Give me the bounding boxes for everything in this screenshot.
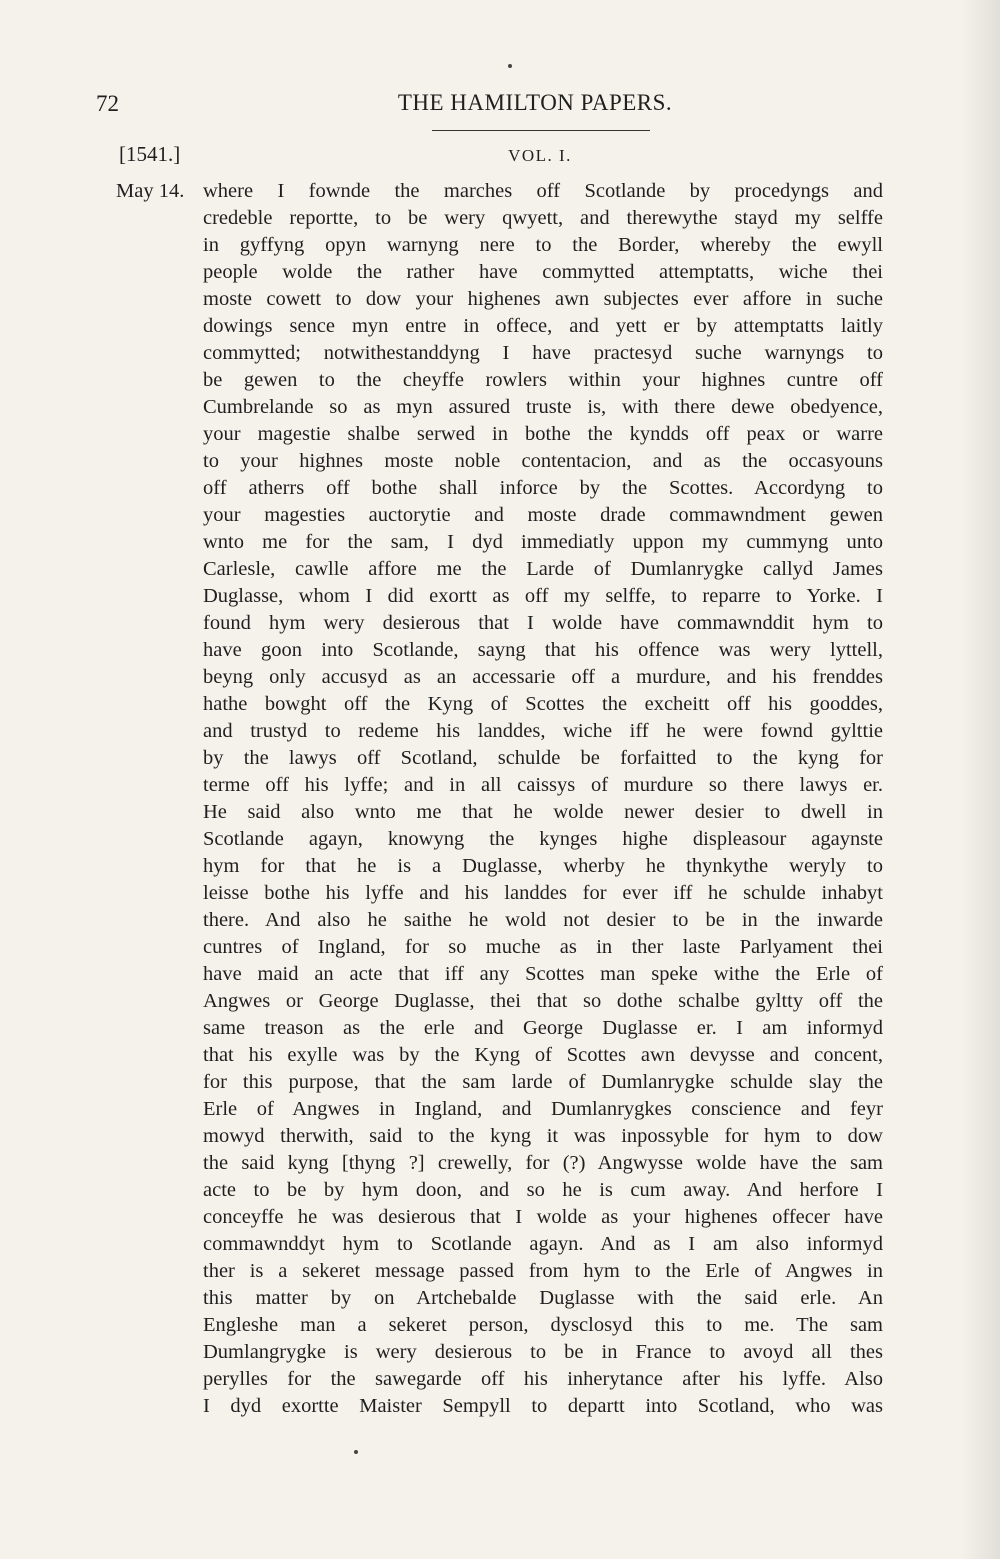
speck-mark [354, 1450, 358, 1454]
text-line: hym for that he is a Duglasse, wherby he thynkythe weryly to [203, 855, 883, 877]
text-line: leisse bothe his lyffe and his landdes for ever iff he schulde inhabyt [203, 882, 883, 904]
text-line: Scotlande agayn, knowyng the kynges highe displeasour agaynste [203, 828, 883, 850]
speck-mark [508, 64, 512, 68]
text-line: Engleshe man a sekeret person, dysclosyd this to me. The sam [203, 1314, 883, 1336]
text-line: ther is a sekeret message passed from hym to the Erle of Angwes in [203, 1260, 883, 1282]
text-line: your magesties auctorytie and moste drade commawndment gewen [203, 504, 883, 526]
text-line: the said kyng [thyng ?] crewelly, for (?) Angwysse wolde have the sam [203, 1152, 883, 1174]
text-line: cuntres of Ingland, for so muche as in ther laste Parlyament thei [203, 936, 883, 958]
text-line: there. And also he saithe he wold not desier to be in the inwarde [203, 909, 883, 931]
text-line: dowings sence myn entre in offece, and yett er by attemptatts laitly [203, 315, 883, 337]
text-line: credeble reportte, to be wery qwyett, and therewythe stayd my selffe [203, 207, 883, 229]
text-line: Duglasse, whom I did exortt as off my selffe, to reparre to Yorke. I [203, 585, 883, 607]
text-line: have goon into Scotlande, sayng that his offence was wery lyttell, [203, 639, 883, 661]
text-line: that his exylle was by the Kyng of Scottes awn devysse and concent, [203, 1044, 883, 1066]
text-line: Cumbrelande so as myn assured truste is, with there dewe obedyence, [203, 396, 883, 418]
text-line: wnto me for the sam, I dyd immediatly uppon my cummyng unto [203, 531, 883, 553]
text-line: where I fownde the marches off Scotlande by procedyngs and [203, 180, 883, 202]
header-rule [432, 130, 650, 131]
gutter-shadow [960, 0, 1000, 1559]
text-line: by the lawys off Scotland, schulde be forfaitted to the kyng for [203, 747, 883, 769]
text-line: same treason as the erle and George Duglasse er. I am informyd [203, 1017, 883, 1039]
text-line: your magestie shalbe serwed in bothe the kyndds off peax or warre [203, 423, 883, 445]
text-line: perylles for the sawegarde off his inherytance after his lyffe. Also [203, 1368, 883, 1390]
text-line: for this purpose, that the sam larde of Dumlanrygke schulde slay the [203, 1071, 883, 1093]
year-marker: [1541.] [119, 142, 181, 166]
text-line: have maid an acte that iff any Scottes man speke withe the Erle of [203, 963, 883, 985]
text-line: Erle of Angwes in Ingland, and Dumlanrygkes conscience and feyr [203, 1098, 883, 1120]
text-line: moste cowett to dow your highenes awn subjectes ever affore in suche [203, 288, 883, 310]
text-line: in gyffyng opyn warnyng nere to the Border, whereby the ewyll [203, 234, 883, 256]
text-line: mowyd therwith, said to the kyng it was inpossyble for hym to dow [203, 1125, 883, 1147]
text-line: people wolde the rather have commytted attemptatts, wiche thei [203, 261, 883, 283]
text-line: Carlesle, cawlle affore me the Larde of Dumlanrygke callyd James [203, 558, 883, 580]
text-line: commytted; notwithestanddyng I have practesyd suche warnyngs to [203, 342, 883, 364]
text-line: hathe bowght off the Kyng of Scottes the excheitt off his gooddes, [203, 693, 883, 715]
text-line: terme off his lyffe; and in all caissys of murdure so there lawys er. [203, 774, 883, 796]
text-line: this matter by on Artchebalde Duglasse with the said erle. An [203, 1287, 883, 1309]
text-line: off atherrs off bothe shall inforce by the Scottes. Accordyng to [203, 477, 883, 499]
text-line: conceyffe he was desierous that I wolde as your highenes offecer have [203, 1206, 883, 1228]
text-line: acte to be by hym doon, and so he is cum away. And herfore I [203, 1179, 883, 1201]
text-line: commawnddyt hym to Scotlande agayn. And as I am also informyd [203, 1233, 883, 1255]
volume-label: VOL. I. [508, 146, 572, 165]
text-line: I dyd exortte Maister Sempyll to departt into Scotland, who was [203, 1395, 883, 1417]
body-text [203, 178, 883, 1420]
text-line: found hym wery desierous that I wolde have commawnddit hym to [203, 612, 883, 634]
text-line: Angwes or George Duglasse, thei that so dothe schalbe gyltty off the [203, 990, 883, 1012]
margin-date: May 14. [116, 180, 185, 202]
running-title: THE HAMILTON PAPERS. [397, 90, 673, 115]
text-line: Dumlangrygke is wery desierous to be in France to avoyd all thes [203, 1341, 883, 1363]
text-line: and trustyd to redeme his landdes, wiche iff he were fownd gylttie [203, 720, 883, 742]
page-number: 72 [96, 91, 119, 116]
text-line: to your highnes moste noble contentacion, and as the occasyouns [203, 450, 883, 472]
text-line: He said also wnto me that he wolde newer desier to dwell in [203, 801, 883, 823]
text-line: beyng only accusyd as an accessarie off a murdure, and his frenddes [203, 666, 883, 688]
text-line: be gewen to the cheyffe rowlers within your highnes cuntre off [203, 369, 883, 391]
